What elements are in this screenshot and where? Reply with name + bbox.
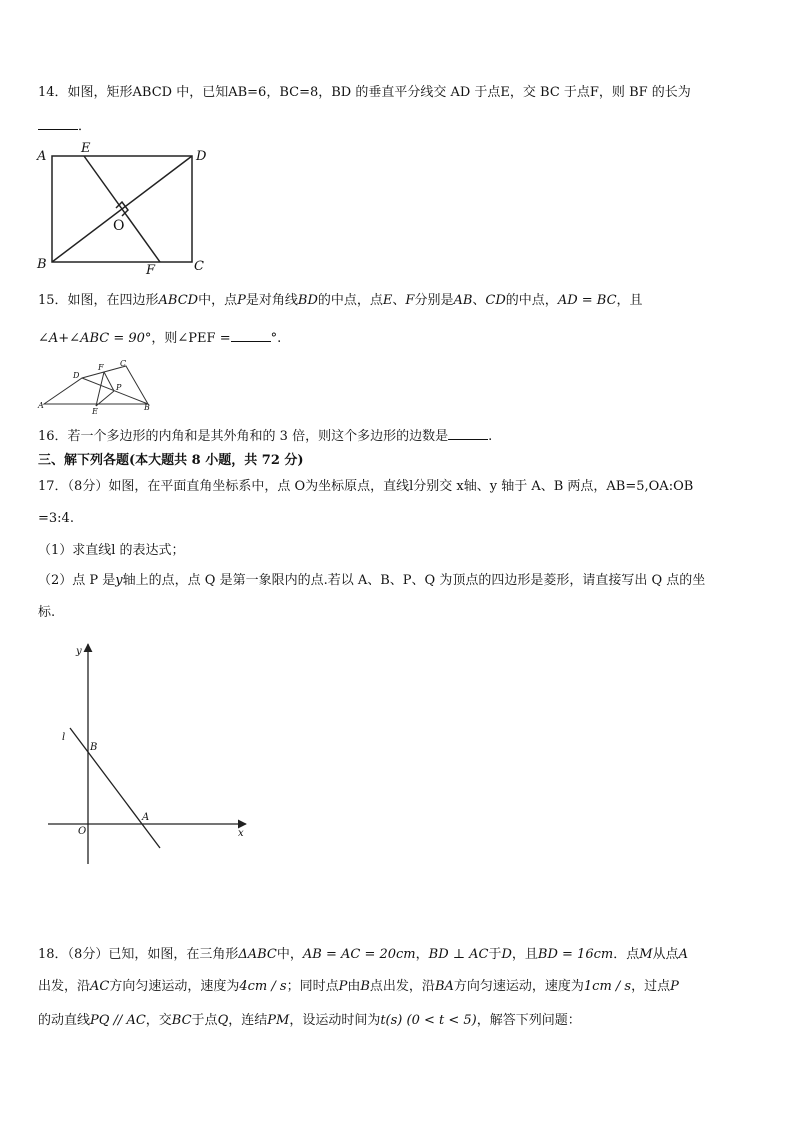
q16-text: 16．若一个多边形的内角和是其外角和的 3 倍，则这个多边形的边数是 . xyxy=(38,426,492,446)
q16-blank xyxy=(448,426,488,440)
q17-part2-cont: 标. xyxy=(38,605,56,620)
q15-line1: 15．如图，在四边形ABCD中，点P是对角线BD的中点，点E、F分别是AB、CD的中点，AD = BC，且 xyxy=(38,293,643,308)
q15-blank xyxy=(231,328,271,342)
q14-figure xyxy=(34,140,224,280)
q14-text: 14．如图，矩形ABCD 中，已知AB=6，BC=8，BD 的垂直平分线交 AD 于点E，交 BC 于点F，则 BF 的长为 xyxy=(38,85,691,100)
label-O: O xyxy=(113,218,125,234)
q17-part2: （2）点 P 是y轴上的点，点 Q 是第一象限内的点.若以 A、B、P、Q 为顶点的四边形是菱形，请直接写出 Q 点的坐 xyxy=(38,573,706,588)
label-C: C xyxy=(194,259,204,274)
label-B: B xyxy=(37,257,47,272)
label-F: F xyxy=(146,263,156,278)
label-D: D xyxy=(73,371,80,380)
q17-line2: =3:4. xyxy=(38,511,74,526)
label-P: P xyxy=(116,383,122,392)
label-C: C xyxy=(120,359,127,368)
label-D: D xyxy=(196,149,207,164)
segment-ef xyxy=(84,156,160,262)
label-x: x xyxy=(238,828,244,839)
q17-part1: （1）求直线l 的表达式； xyxy=(38,543,185,558)
q17-figure xyxy=(40,638,260,872)
label-A: A xyxy=(142,812,150,823)
q18-line1: 18．（8分）已知，如图，在三角形ΔABC中，AB = AC = 20cm，BD ⊥ AC于D，且BD = 16cm．点M从点A xyxy=(38,947,688,962)
diagonal-bd xyxy=(82,378,148,404)
label-O: O xyxy=(78,826,87,837)
label-E: E xyxy=(92,407,98,416)
label-A: A xyxy=(38,401,44,410)
label-F: F xyxy=(98,363,104,372)
q15-figure xyxy=(36,358,156,418)
q17-line1: 17．（8分）如图，在平面直角坐标系中，点 O为坐标原点，直线l分别交 x轴、y 轴于 A、B 两点，AB=5,OA:OB xyxy=(38,479,694,494)
label-y: y xyxy=(76,646,82,657)
q18-line2: 出发，沿AC方向匀速运动，速度为4cm / s；同时点P由B点出发，沿BA方向匀速运动，速度为1cm / s，过点P xyxy=(38,979,679,994)
q14-blank xyxy=(38,116,78,130)
label-B: B xyxy=(144,403,150,412)
label-l: l xyxy=(62,732,66,743)
q15-line2: ∠A+∠ABC = 90°，则∠PEF = °. xyxy=(38,328,281,348)
q14-answer-line: ． xyxy=(38,116,91,136)
label-A: A xyxy=(37,149,47,164)
label-E: E xyxy=(81,141,91,156)
section-3-title: 三、解下列各题(本大题共 8 小题，共 72 分) xyxy=(38,453,304,468)
label-B: B xyxy=(90,742,98,753)
q18-line3: 的动直线PQ // AC，交BC于点Q，连结PM，设运动时间为t(s) (0 < t < 5)，解答下列问题： xyxy=(38,1013,581,1028)
